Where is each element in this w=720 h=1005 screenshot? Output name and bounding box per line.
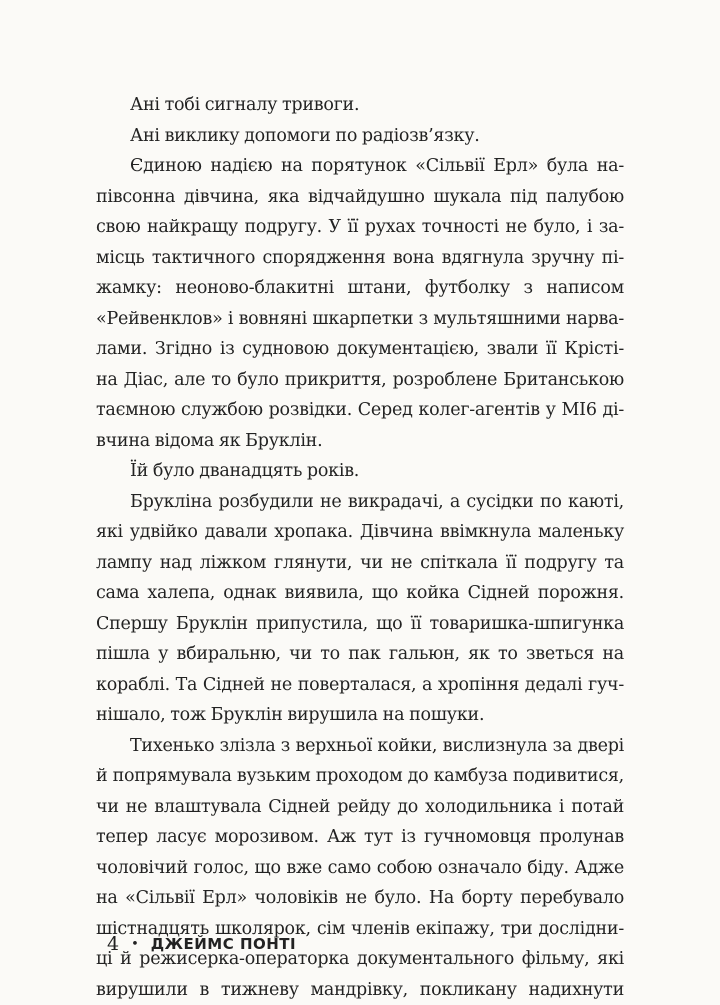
text-line: Єдиною надією на порятунок «Сільвії Ерл» була на-: [96, 151, 624, 182]
text-line: й попрямувала вузьким проходом до камбуза подивитися,: [96, 761, 624, 792]
text-line: вчина відома як Бруклін.: [96, 426, 624, 457]
text-line: шістнадцять школярок, сім членів екіпажу, три дослідни-: [96, 914, 624, 945]
text-line: чоловічий голос, що вже само собою означало біду. Адже: [96, 853, 624, 884]
text-line: свою найкращу подругу. У її рухах точності не було, і за-: [96, 212, 624, 243]
text-line: нішало, тож Бруклін вирушила на пошуки.: [96, 700, 624, 731]
text-line: пішла у вбиральню, чи то пак гальюн, як то зветься на: [96, 639, 624, 670]
text-line: Ані тобі сигналу тривоги.: [96, 90, 624, 121]
text-line: таємною службою розвідки. Серед колег-агентів у МІ6 ді-: [96, 395, 624, 426]
text-line: кораблі. Та Сідней не поверталася, а хропіння дедалі гуч-: [96, 670, 624, 701]
text-line: Ані виклику допомоги по радіозв’язку.: [96, 121, 624, 152]
text-line: ці й режисерка-операторка документального фільму, які: [96, 944, 624, 975]
page-number: 4: [107, 933, 119, 955]
text-line: півсонна дівчина, яка відчайдушно шукала під палубою: [96, 182, 624, 213]
page-footer: [107, 933, 296, 955]
author-name: ДЖЕЙМС ПОНТІ: [151, 935, 296, 953]
text-line: вирушили в тижневу мандрівку, покликану надихнути: [96, 975, 624, 1005]
text-line: чи не влаштувала Сідней рейду до холодильника і потай: [96, 792, 624, 823]
text-line: лампу над ліжком глянути, чи не спіткала її подругу та: [96, 548, 624, 579]
text-line: Їй було дванадцять років.: [96, 456, 624, 487]
text-line: «Рейвенклов» і вовняні шкарпетки з мультяшними нарва-: [96, 304, 624, 335]
text-line: Спершу Бруклін припустила, що її товаришка-шпигунка: [96, 609, 624, 640]
text-line: тепер ласує морозивом. Аж тут із гучномовця пролунав: [96, 822, 624, 853]
body-text: [96, 90, 624, 1005]
text-line: які удвійко давали хропака. Дівчина ввімкнула маленьку: [96, 517, 624, 548]
bullet-separator: •: [131, 937, 139, 952]
text-line: місць тактичного спорядження вона вдягнула зручну пі-: [96, 243, 624, 274]
text-line: сама халепа, однак виявила, що койка Сідней порожня.: [96, 578, 624, 609]
text-line: Брукліна розбудили не викрадачі, а сусідки по каюті,: [96, 487, 624, 518]
text-line: на «Сільвії Ерл» чоловіків не було. На борту перебувало: [96, 883, 624, 914]
text-line: на Діас, але то було прикриття, розроблене Британською: [96, 365, 624, 396]
text-line: жамку: неоново-блакитні штани, футболку з написом: [96, 273, 624, 304]
text-line: Тихенько злізла з верхньої койки, вислизнула за двері: [96, 731, 624, 762]
text-line: лами. Згідно із судновою документацією, звали її Крісті-: [96, 334, 624, 365]
